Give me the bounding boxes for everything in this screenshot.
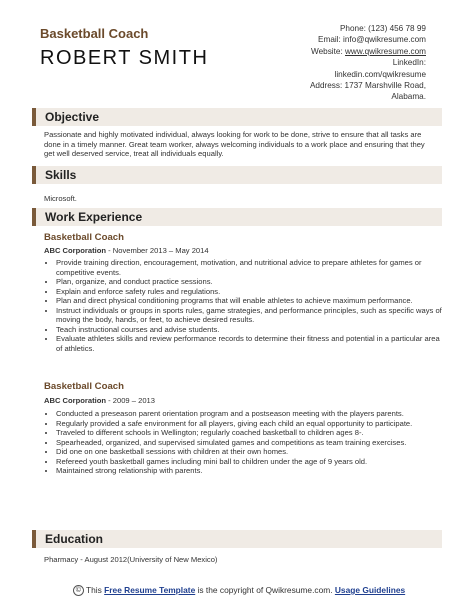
job-2-company: ABC Corporation — [44, 396, 107, 405]
job-2-dates: - 2009 – 2013 — [106, 396, 155, 405]
address-line-2: Alabama. — [391, 92, 426, 102]
email: Email: info@qwikresume.com — [318, 35, 426, 45]
skills-heading: Skills — [45, 168, 77, 182]
list-item: • Plan, organize, and conduct practice sessions. — [56, 277, 444, 287]
job-2-title: Basketball Coach — [44, 381, 124, 392]
list-item: • Maintained strong relationship with parents. — [56, 466, 444, 476]
objective-heading: Objective — [45, 110, 100, 124]
job-1-bullets — [44, 258, 444, 353]
job-1-company-line — [44, 246, 209, 255]
list-item: • Teach instructional courses and advise students. — [56, 325, 444, 335]
linkedin-label: LinkedIn: — [392, 58, 426, 68]
list-item: • Evaluate athletes skills and review performance records to determine their fitness and potential in a particular area of athletics. — [56, 334, 444, 353]
phone: Phone: (123) 456 78 99 — [339, 24, 426, 33]
experience-section-header — [32, 208, 442, 226]
list-item: • Instruct individuals or groups in sports rules, game strategies, and performance principles, such as specific ways of moving the body, hands, or feet, to achieve desired results. — [56, 306, 444, 325]
skills-text: Microsoft. — [44, 194, 77, 203]
copyright-icon: © — [73, 585, 84, 596]
job-2-bullets — [44, 409, 444, 476]
list-item: • Plan and direct physical conditioning programs that will enable athletes to achieve maximum performance. — [56, 296, 444, 306]
list-item: • Conducted a preseason parent orientation program and a postseason meeting with the players parents. — [56, 409, 444, 419]
free-resume-template-link[interactable]: Free Resume Template — [104, 585, 196, 595]
objective-text: Passionate and highly motivated individual, always looking for work to be done, strive to ensure that all tasks are done in a timely manner. Great team worker, always welcoming individuals to a work place and ensuring that they get well deserved service, treat all individuals equally. — [44, 130, 425, 159]
resume-header — [0, 0, 474, 102]
list-item: • Regularly provided a safe environment for all players, giving each child an equal opportunity to participate. — [56, 419, 444, 429]
list-item: • Did one on one basketball sessions with children at their own homes. — [56, 447, 444, 457]
job-1-company: ABC Corporation — [44, 246, 107, 255]
education-text: Pharmacy - August 2012(University of New Mexico) — [44, 555, 218, 564]
list-item: • Refereed youth basketball games including mini ball to children under the age of 9 years old. — [56, 457, 444, 467]
education-section-header — [32, 530, 442, 548]
copyright-footer — [44, 585, 434, 596]
contact-block — [226, 23, 426, 103]
job-title: Basketball Coach — [40, 26, 149, 41]
footer-prefix: This — [83, 585, 105, 595]
job-2-company-line — [44, 396, 155, 405]
usage-guidelines-link[interactable]: Usage Guidelines — [334, 585, 406, 595]
candidate-name: ROBERT SMITH — [40, 47, 209, 69]
address: Address: 1737 Marshville Road, — [309, 81, 426, 91]
education-heading: Education — [45, 532, 104, 546]
list-item: • Traveled to different schools in Wellington; regularly coached basketball to children ages 8-. — [56, 428, 444, 438]
website — [226, 46, 426, 57]
website-label: Website: — [311, 46, 346, 56]
job-1-title: Basketball Coach — [44, 232, 124, 243]
objective-section-header — [32, 108, 442, 126]
experience-heading: Work Experience — [45, 210, 143, 224]
footer-middle: is the copyright of Qwikresume.com. — [195, 585, 335, 595]
list-item: • Provide training direction, encouragement, motivation, and nutritional advice to prepare athletes for games or competitive events. — [56, 258, 444, 277]
job-1-dates: - November 2013 – May 2014 — [106, 246, 209, 255]
linkedin-url: linkedin.com/qwikresume — [334, 69, 426, 79]
skills-section-header — [32, 166, 442, 184]
list-item: • Spearheaded, organized, and supervised simulated games and competitions as team training exercises. — [56, 438, 444, 448]
website-link[interactable]: www.qwikresume.com — [345, 46, 426, 56]
list-item: • Explain and enforce safety rules and regulations. — [56, 287, 444, 297]
